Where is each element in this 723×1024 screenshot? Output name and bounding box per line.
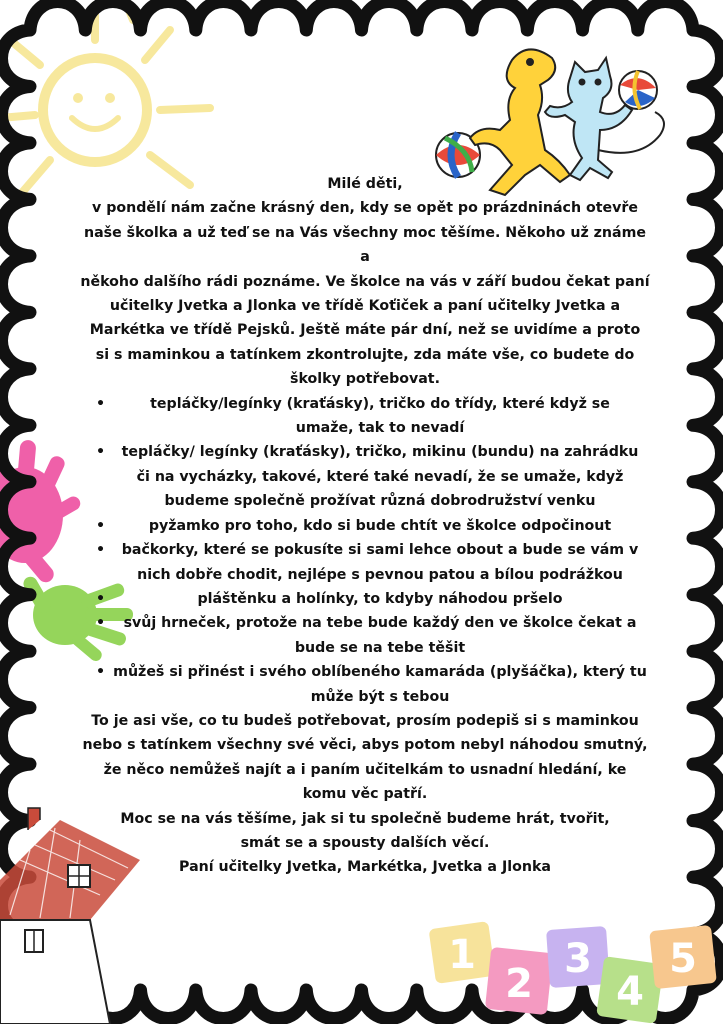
closing-line: To je asi vše, co tu budeš potřebovat, prosím podepiš si s maminkou	[91, 712, 639, 729]
pink-handprint-illustration	[0, 439, 83, 585]
list-item	[80, 660, 650, 709]
intro-line: školky potřebovat.	[290, 371, 440, 388]
closing-line: že něco nemůžeš najít a i paním učitelkám to usnadní hledání, ke	[103, 761, 627, 778]
list-item-line: umaže, tak to nevadí	[295, 420, 465, 437]
list-item	[80, 611, 650, 660]
number-tile-label-1: 1	[448, 932, 476, 978]
closing-line: nebo s tatínkem všechny své věci, abys potom nebyl náhodou smutný,	[82, 737, 648, 754]
closing-line: komu věc patří.	[302, 786, 428, 803]
list-item-line: bude se na tebe těšit	[294, 639, 466, 656]
list-item-line: • tepláčky/ legínky (kraťásky), tričko, mikinu (bundu) na zahrádku	[121, 444, 639, 461]
list-item	[80, 587, 650, 611]
list-item-line: či na vycházky, takové, které také nevadí, že se umaže, když	[136, 468, 624, 485]
number-tile-3	[546, 926, 610, 988]
intro-line: Markétka ve třídě Pejsků. Ještě máte pár dní, než se uvidíme a proto	[89, 322, 641, 339]
list-item-line: • tepláčky/legínky (kraťásky), tričko do třídy, které když se	[150, 395, 610, 412]
list-item	[80, 392, 650, 441]
list-item	[80, 514, 650, 538]
list-item-line: • pyžamko pro toho, kdo si bude chtít ve školce odpočinout	[148, 517, 612, 534]
letter-closing	[80, 709, 650, 855]
number-tile-label-4: 4	[616, 969, 644, 1015]
list-item-line: budeme společně prožívat různá dobrodružství venku	[164, 493, 596, 510]
number-tile-1	[429, 921, 496, 984]
letter-greeting: Milé děti,	[327, 176, 403, 192]
closing-line: smát se a spousty dalších věcí.	[240, 834, 490, 851]
list-item-line: • pláštěnku a holínky, to kdyby náhodou pršelo	[197, 590, 563, 607]
list-item-line: • bačkorky, které se pokusíte si sami lehce obout a bude se vám v	[121, 542, 639, 559]
list-item	[80, 538, 650, 587]
intro-line: v pondělí nám začne krásný den, kdy se opět po prázdninách otevře	[92, 200, 638, 217]
intro-line: si s maminkou a tatínkem zkontrolujte, zda máte vše, co budete do	[95, 346, 635, 363]
intro-line: naše školka a už teď se na Vás všechny moc těšíme. Někoho už známe a	[84, 224, 646, 266]
list-item-line: • můžeš si přinést i svého oblíbeného kamaráda (plyšáčka), který tu	[113, 664, 647, 681]
letter-intro	[80, 196, 650, 391]
letter-body	[80, 172, 650, 880]
checklist	[80, 392, 650, 709]
number-tile-5	[649, 925, 717, 989]
list-item-line: může být s tebou	[310, 688, 450, 705]
number-tile-label-5: 5	[669, 936, 697, 982]
intro-line: někoho dalšího rádi poznáme. Ve školce na vás v září budou čekat paní	[80, 273, 650, 290]
intro-line: učitelky Jvetka a Jlonka ve třídě Koťiček a paní učitelky Jvetka a	[109, 298, 621, 315]
number-tile-2	[485, 947, 553, 1015]
letter-signature: Paní učitelky Jvetka, Markétka, Jvetka a Jlonka	[179, 859, 551, 876]
closing-line: Moc se na vás těšíme, jak si tu společně budeme hrát, tvořit,	[120, 810, 610, 827]
list-item-line: • svůj hrneček, protože na tebe bude každý den ve školce čekat a	[123, 615, 637, 632]
number-tile-label-2: 2	[505, 961, 533, 1007]
list-item-line: nich dobře chodit, nejlépe s pevnou patou a bílou podrážkou	[137, 566, 623, 583]
list-item	[80, 440, 650, 513]
number-tile-label-3: 3	[564, 936, 592, 982]
ball-icon-right	[619, 71, 657, 109]
